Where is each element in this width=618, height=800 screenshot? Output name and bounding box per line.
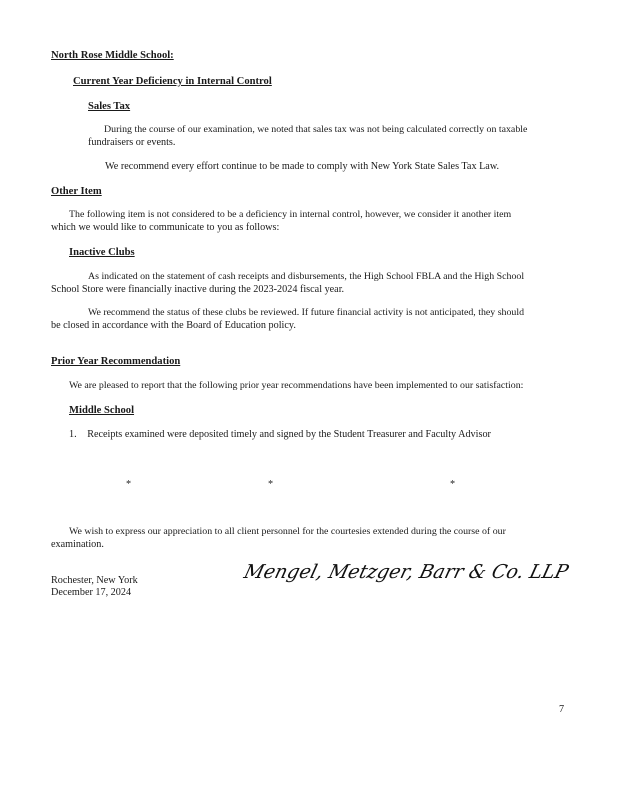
svg-text:Mengel, Metzger, Barr & Co. LL: Mengel, Metzger, Barr & Co. LLP: [241, 560, 571, 583]
closing-line1: We wish to express our appreciation to all client personnel for the courtesies extended during the course of our: [69, 526, 506, 537]
prior-year-paragraph: We are pleased to report that the following prior year recommendations have been implemented to our satisfaction:: [69, 380, 524, 391]
city: Rochester, New York: [51, 575, 138, 586]
sales-tax-paragraph-2: We recommend every effort continue to be made to comply with New York State Sales Tax Law.: [105, 161, 500, 172]
inactive-p2-line1: We recommend the status of these clubs be reviewed. If future financial activity is not anticipated, they should: [88, 307, 525, 318]
asterisk-2: *: [268, 479, 274, 490]
other-item-heading: Other Item: [51, 186, 102, 197]
list-item: [69, 429, 491, 440]
prior-year-heading: Prior Year Recommendation: [51, 356, 181, 367]
inactive-paragraph-2: [51, 307, 581, 332]
school-heading: North Rose Middle School:: [51, 50, 174, 61]
inactive-clubs-heading: Inactive Clubs: [69, 247, 135, 258]
page-number: 7: [559, 704, 565, 715]
asterisk-3: *: [450, 479, 456, 490]
sales-tax-p1-line1: During the course of our examination, we noted that sales tax was not being calculated correctly on taxable: [104, 124, 528, 135]
sales-tax-paragraph-1: [88, 124, 578, 149]
inactive-p2-line2: be closed in accordance with the Board of Education policy.: [51, 319, 296, 331]
closing-paragraph: [51, 526, 581, 551]
sales-tax-heading: Sales Tax: [88, 101, 131, 112]
other-p-line2: which we would like to communicate to you as follows:: [51, 221, 280, 233]
inactive-paragraph-1: [51, 271, 581, 296]
middle-school-heading: Middle School: [69, 405, 135, 416]
asterisk-1: *: [126, 479, 132, 490]
inactive-p1-line2: School Store were financially inactive during the 2023-2024 fiscal year.: [51, 283, 345, 295]
closing-line2: examination.: [51, 538, 104, 550]
signature: [240, 550, 571, 592]
sales-tax-p1-line2: fundraisers or events.: [88, 136, 176, 148]
other-item-paragraph: [51, 209, 581, 234]
list-item-text: Receipts examined were deposited timely and signed by the Student Treasurer and Faculty Advisor: [87, 429, 491, 440]
date: December 17, 2024: [51, 587, 132, 598]
list-item-number: 1.: [69, 429, 77, 440]
other-p-line1: The following item is not considered to be a deficiency in internal control, however, we consider it another item: [69, 209, 512, 220]
current-year-heading: Current Year Deficiency in Internal Control: [73, 76, 272, 87]
inactive-p1-line1: As indicated on the statement of cash receipts and disbursements, the High School FBLA and the High School: [88, 271, 525, 282]
